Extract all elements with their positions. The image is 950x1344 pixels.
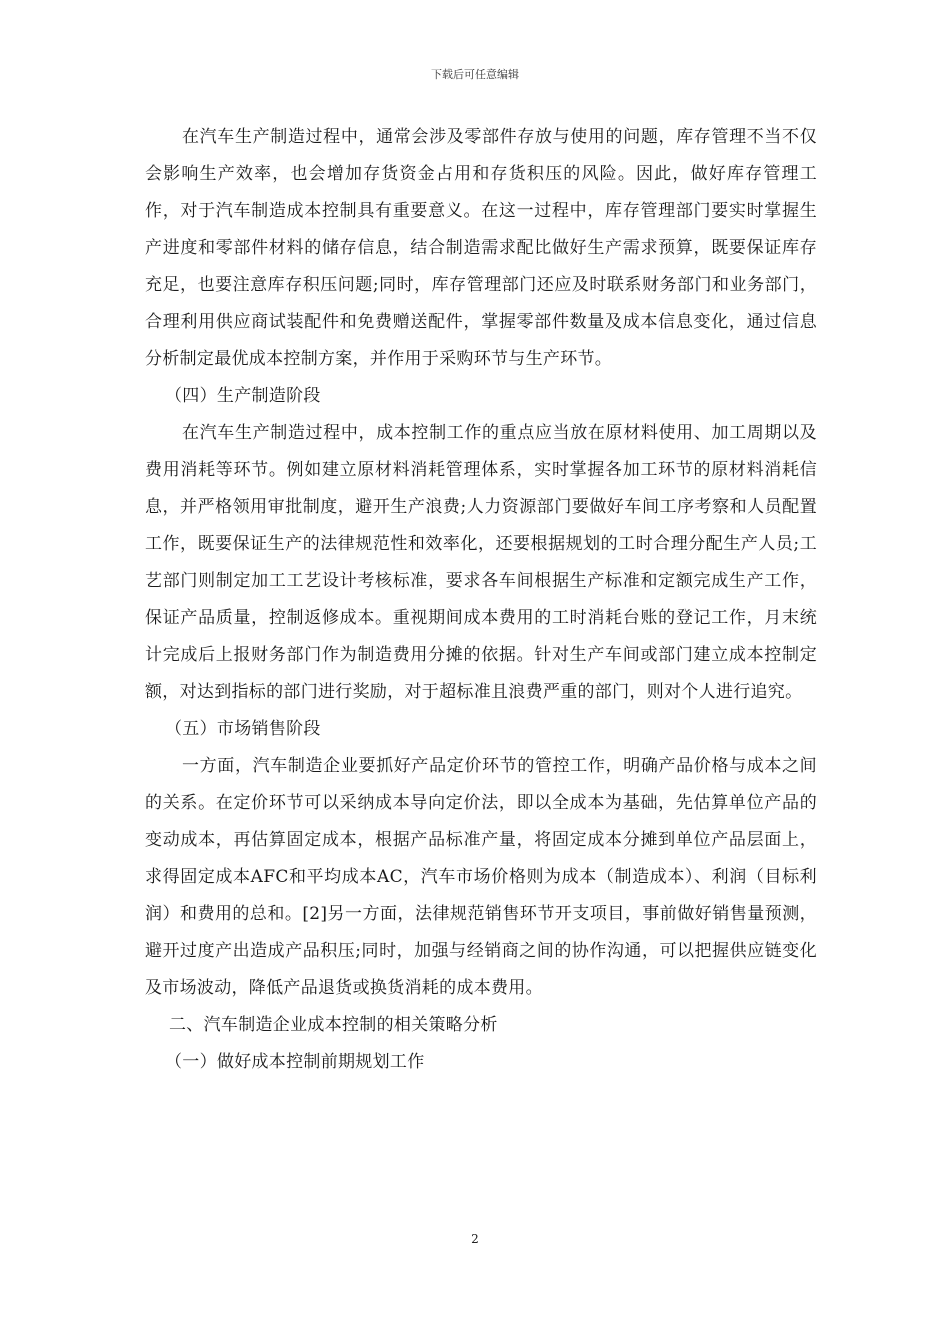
heading-sales-stage: （五）市场销售阶段	[165, 719, 321, 739]
paragraph-inventory-management: 在汽车生产制造过程中，通常会涉及零部件存放与使用的问题，库存管理不当不仅会影响生产效率，也会增加存货资金占用和存货积压的风险。因此，做好库存管理工作，对于汽车制造成本控制具有重要意义。在这一过程中，库存管理部门要实时掌握生产进度和零部件材料的储存信息，结合制造需求配比做好生产需求预算，既要保证库存充足，也要注意库存积压问题;同时，库存管理部门还应及时联系财务部门和业务部门，合理利用供应商试装配件和免费赠送配件，掌握零部件数量及成本信息变化，通过信息分析制定最优成本控制方案，并作用于采购环节与生产环节。	[145, 127, 817, 369]
subheading-planning: （一）做好成本控制前期规划工作	[165, 1052, 425, 1072]
page-header-note: 下载后可任意编辑	[431, 68, 519, 81]
document-body	[145, 119, 817, 1081]
paragraph-sales-stage: 一方面，汽车制造企业要抓好产品定价环节的管控工作，明确产品价格与成本之间的关系。在定价环节可以采纳成本导向定价法，即以全成本为基础，先估算单位产品的变动成本，再估算固定成本，根据产品标准产量，将固定成本分摊到单位产品层面上，求得固定成本AFC和平均成本AC，汽车市场价格则为成本（制造成本）、利润（目标利润）和费用的总和。[2]另一方面，法律规范销售环节开支项目，事前做好销售量预测，避开过度产出造成产品积压;同时，加强与经销商之间的协作沟通，可以把握供应链变化及市场波动，降低产品退货或换货消耗的成本费用。	[145, 756, 817, 998]
page-number: 2	[471, 1232, 479, 1246]
heading-production-stage: （四）生产制造阶段	[165, 386, 321, 406]
paragraph-production-stage: 在汽车生产制造过程中，成本控制工作的重点应当放在原材料使用、加工周期以及费用消耗等环节。例如建立原材料消耗管理体系，实时掌握各加工环节的原材料消耗信息，并严格领用审批制度，避开生产浪费;人力资源部门要做好车间工序考察和人员配置工作，既要保证生产的法律规范性和效率化，还要根据规划的工时合理分配生产人员;工艺部门则制定加工工艺设计考核标准，要求各车间根据生产标准和定额完成生产工作，保证产品质量，控制返修成本。重视期间成本费用的工时消耗台账的登记工作，月末统计完成后上报财务部门作为制造费用分摊的依据。针对生产车间或部门建立成本控制定额，对达到指标的部门进行奖励，对于超标准且浪费严重的部门，则对个人进行追究。	[145, 423, 817, 702]
section-heading-strategies: 二、汽车制造企业成本控制的相关策略分析	[169, 1015, 498, 1035]
